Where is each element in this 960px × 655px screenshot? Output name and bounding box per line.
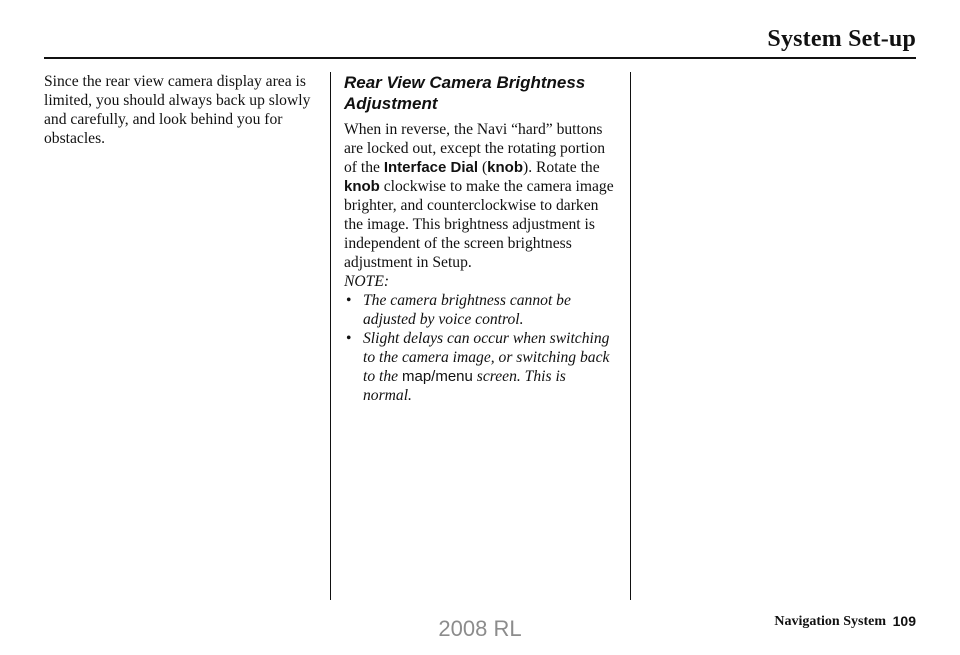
section-heading: Rear View Camera Brightness Adjustment	[344, 73, 586, 113]
paragraph-text: (	[478, 159, 488, 176]
note-label: NOTE:	[344, 273, 390, 290]
list-item	[344, 291, 616, 329]
footer-label: Navigation System	[774, 614, 886, 629]
page-number: 109	[892, 613, 916, 629]
paragraph-text: clockwise to make the camera image brighter, and counterclockwise to darken the image. This brightness adjustment is independent of the screen brightness adjustment in Setup.	[344, 178, 614, 271]
list-item	[344, 329, 616, 405]
note-list	[344, 291, 616, 405]
paragraph-text: When in reverse, the Navi “hard” buttons are locked out, except the rotating portion of the	[344, 121, 606, 176]
note-text: screen. This is normal.	[363, 368, 566, 404]
map-menu-term: map/menu	[401, 368, 473, 385]
column-divider	[330, 72, 331, 600]
column-divider	[630, 72, 631, 600]
knob-term: knob	[344, 178, 380, 195]
knob-term: knob	[487, 159, 523, 176]
bullet-icon: •	[346, 330, 352, 347]
left-column	[44, 72, 316, 148]
note-text: Slight delays can occur when switching to the camera image, or switching back to the	[363, 330, 610, 385]
page-title: System Set-up	[767, 26, 916, 52]
safety-paragraph: Since the rear view camera display area is limited, you should always back up slowly and carefully, and look behind you for obstacles.	[44, 73, 311, 147]
watermark: 2008 RL	[438, 616, 522, 641]
note-text: The camera brightness cannot be adjusted by voice control.	[363, 292, 571, 328]
bullet-icon: •	[346, 292, 352, 309]
middle-column	[344, 72, 616, 405]
brightness-paragraph	[344, 120, 616, 272]
interface-dial-term: Interface Dial	[383, 159, 479, 176]
header-rule	[44, 57, 916, 59]
paragraph-text: ). Rotate the	[523, 159, 600, 176]
